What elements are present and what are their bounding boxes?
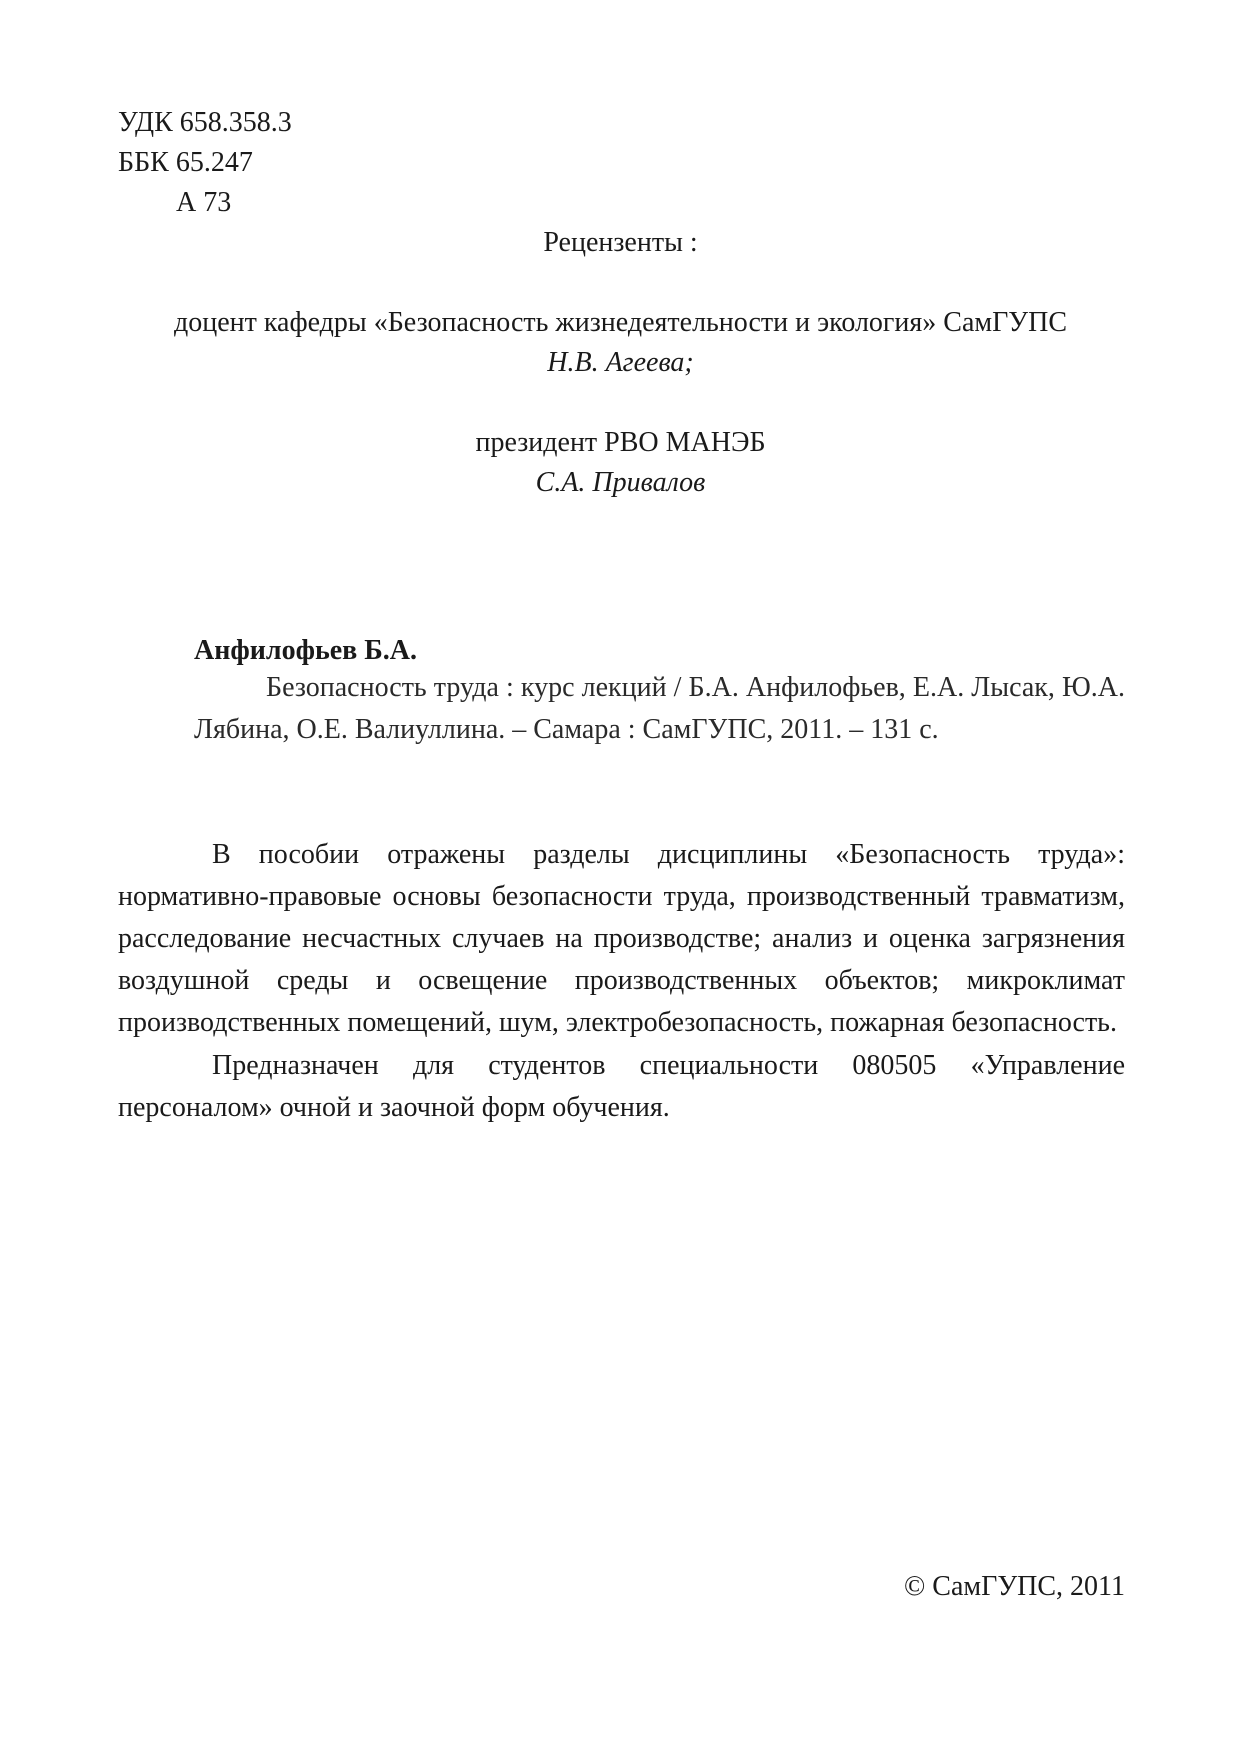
bibliography-entry bbox=[194, 667, 1125, 751]
reviewer-1-name: Н.В. Агеева; bbox=[547, 347, 694, 378]
udk-code: УДК 658.358.3 bbox=[118, 107, 292, 138]
bibliography-author: Анфилофьев Б.А. bbox=[194, 635, 418, 666]
author-mark: А 73 bbox=[176, 187, 232, 218]
abstract-paragraph: В пособии отражены разделы дисциплины «Безопасность труда»: нормативно-правовые основы безопасности труда, производственный травматизм, расследование несчастных случаев на производстве; анализ и оценка загрязнения воздушной среды и освещение производственных объектов; микроклимат производственных помещений, шум, электробезопасность, пожарная безопасность. bbox=[118, 839, 1125, 1038]
bbk-code: ББК 65.247 bbox=[118, 147, 253, 178]
copyright: © СамГУПС, 2011 bbox=[904, 1571, 1125, 1602]
bibliography-description: Безопасность труда : курс лекций / Б.А. Анфилофьев, Е.А. Лысак, Ю.А. Лябина, О.Е. Валиуллина. – Самара : СамГУПС, 2011. – 131 с. bbox=[194, 672, 1125, 745]
abstract bbox=[118, 834, 1125, 1129]
reviewer-1-position: доцент кафедры «Безопасность жизнедеятельности и экология» СамГУПС bbox=[173, 307, 1068, 338]
reviewers-heading: Рецензенты : bbox=[543, 227, 698, 258]
reviewer-2-position: президент РВО МАНЭБ bbox=[475, 427, 766, 458]
abstract-paragraph: Предназначен для студентов специальности 080505 «Управление персоналом» очной и заочной форм обучения. bbox=[118, 1050, 1125, 1123]
reviewer-2-name: С.А. Привалов bbox=[535, 467, 706, 498]
